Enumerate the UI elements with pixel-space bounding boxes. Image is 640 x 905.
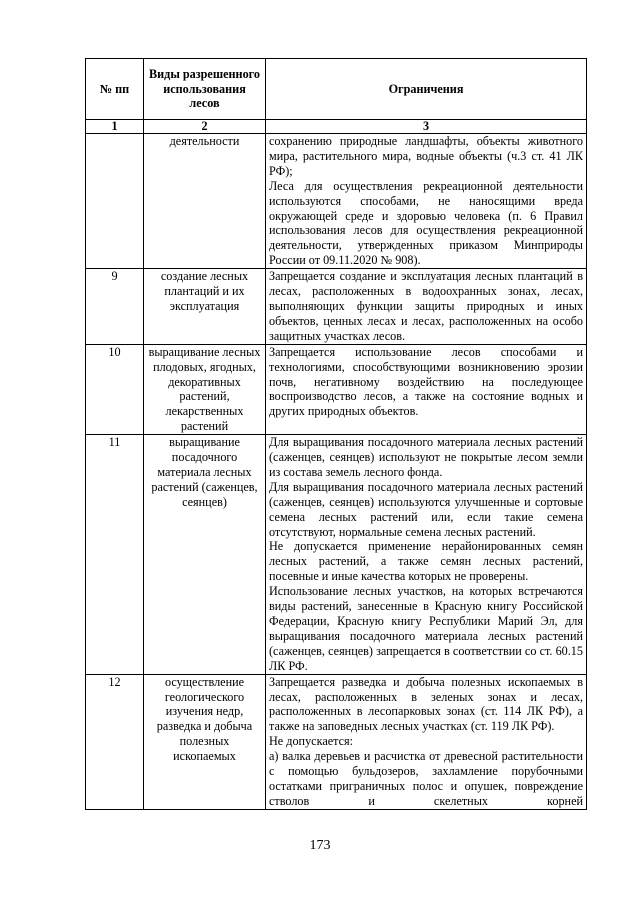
row-number: 11 xyxy=(86,435,144,675)
row-number xyxy=(86,134,144,269)
table-row xyxy=(86,674,587,809)
row-restrictions xyxy=(266,344,587,434)
restriction-paragraph: Для выращивания посадочного материала лесных растений (саженцев, сеянцев) используют не покрытые лесом земли из состава земель лесного фонда. xyxy=(269,435,583,479)
index-cell: 2 xyxy=(144,120,266,134)
table-row xyxy=(86,344,587,434)
row-restrictions xyxy=(266,674,587,809)
restrictions-table xyxy=(85,58,587,810)
index-cell: 3 xyxy=(266,120,587,134)
page-number: 173 xyxy=(309,838,331,853)
header-usage-type: Виды разрешенного использования лесов xyxy=(144,59,266,120)
row-restrictions xyxy=(266,134,587,269)
table-row xyxy=(86,269,587,345)
restriction-paragraph: Запрещается использование лесов способами и технологиями, способствующими возникновению эрозии почв, негативному воздействию на последующее воспроизводство лесов, а также на состояние водных и других природных объектов. xyxy=(269,344,583,419)
restriction-paragraph: Не допускается применение нерайонированных семян лесных растений, а также семян лесных растений, посевные и иные качества которых не проверены. xyxy=(269,539,583,584)
header-restrictions: Ограничения xyxy=(266,59,587,120)
table-row xyxy=(86,435,587,675)
header-number: № пп xyxy=(86,59,144,120)
row-number: 9 xyxy=(86,269,144,345)
table-index-row xyxy=(86,120,587,134)
row-restrictions xyxy=(266,269,587,345)
restriction-paragraph: Для выращивания посадочного материала лесных растений (саженцев, сеянцев) используются улучшенные и сортовые семена лесных растений или, если такие семена отсутствуют, нормальные семена лесных растений. xyxy=(269,479,583,539)
row-number: 10 xyxy=(86,344,144,434)
restriction-paragraph: Использование лесных участков, на которых встречаются виды растений, занесенные в Красную книгу Российской Федерации, Красную книгу Республики Марий Эл, для выращивания посадочного материала лесных растений (саженцев, сеянцев) запрещается в соответствии со ст. 60.15 ЛК РФ. xyxy=(269,584,583,673)
restriction-paragraph: Не допускается: xyxy=(269,734,354,749)
row-usage-type: создание лесных плантаций и их эксплуатация xyxy=(144,269,266,345)
index-cell: 1 xyxy=(86,120,144,134)
table-header-row xyxy=(86,59,587,120)
row-usage-type: выращивание посадочного материала лесных растений (саженцев, сеянцев) xyxy=(144,435,266,675)
restriction-paragraph: Запрещается создание и эксплуатация лесных плантаций в лесах, расположенных в водоохранных зонах, лесах, выполняющих функции защиты природных и иных объектов, ценных лесах и лесах, расположенных на особо защитных участках лесов. xyxy=(269,269,583,343)
row-usage-type: осуществление геологического изучения недр, разведка и добыча полезных ископаемых xyxy=(144,674,266,809)
row-usage-type: выращивание лесных плодовых, ягодных, декоративных растений, лекарственных растений xyxy=(144,344,266,434)
restriction-paragraph: а) валка деревьев и расчистка от древесной растительности с помощью бульдозеров, захламление порубочными остатками приграничных полос и опушек, повреждение стволов и скелетных корней xyxy=(269,749,583,808)
restriction-paragraph: Запрещается разведка и добыча полезных ископаемых в лесах, расположенных в зеленых зонах и лесах, расположенных в лесопарковых зонах (ст. 114 ЛК РФ), а также на заповедных лесных участках (ст. 119 ЛК РФ). xyxy=(269,674,583,734)
row-usage-type: деятельности xyxy=(144,134,266,269)
restriction-paragraph: Леса для осуществления рекреационной деятельности используются способами, не наносящими вреда окружающей среде и здоровью человека (п. 6 Правил использования лесов для осуществления рекреационной деятельности, утвержденных приказом Минприроды России от 09.11.2020 № 908). xyxy=(269,178,583,268)
row-number: 12 xyxy=(86,674,144,809)
table-row xyxy=(86,134,587,269)
restriction-paragraph: сохранению природные ландшафты, объекты животного мира, растительного мира, водные объекты (ч.3 ст. 41 ЛК РФ); xyxy=(269,134,583,178)
row-restrictions xyxy=(266,435,587,675)
